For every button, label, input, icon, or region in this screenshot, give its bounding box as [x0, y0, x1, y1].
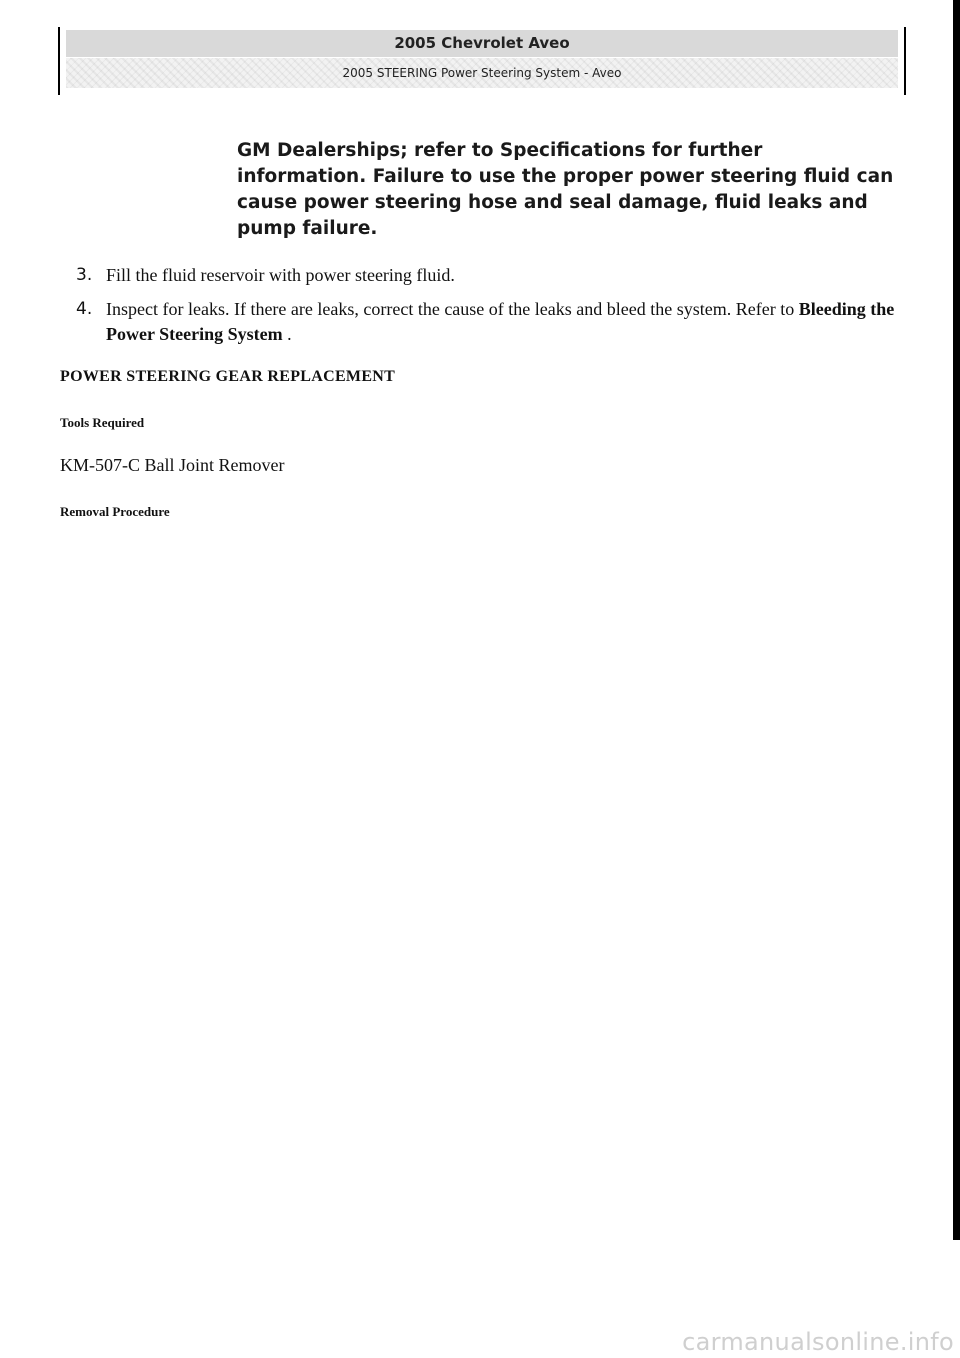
tools-required-label: Tools Required	[60, 415, 145, 430]
step-suffix: .	[282, 324, 292, 344]
step-3	[76, 263, 906, 288]
header-subtitle: 2005 STEERING Power Steering System - Aveo	[66, 58, 898, 88]
section-title: POWER STEERING GEAR REPLACEMENT	[60, 368, 396, 385]
step-number: 3.	[76, 265, 93, 285]
header-title: 2005 Chevrolet Aveo	[66, 30, 898, 57]
step-text: Inspect for leaks. If there are leaks, correct the cause of the leaks and bleed the system. Refer to	[106, 299, 799, 319]
step-number: 4.	[76, 299, 93, 319]
bleeding-system-link[interactable]: Bleeding the Power Steering System	[106, 299, 895, 344]
site-watermark: carmanualsonline.info	[682, 1328, 954, 1356]
step-4	[76, 297, 906, 347]
removal-procedure-label: Removal Procedure	[60, 504, 170, 519]
step-body	[106, 297, 906, 347]
step-text: Fill the fluid reservoir with power steering fluid.	[106, 265, 455, 285]
fluid-caution-note: GM Dealerships; refer to Specifications for further information. Failure to use the proper power steering fluid can cause power steering hose and seal damage, fluid leaks and pump failure.	[237, 140, 894, 239]
page-header	[58, 27, 906, 95]
scan-edge-bar	[953, 0, 960, 1240]
tool-item: KM-507-C Ball Joint Remover	[60, 455, 285, 475]
